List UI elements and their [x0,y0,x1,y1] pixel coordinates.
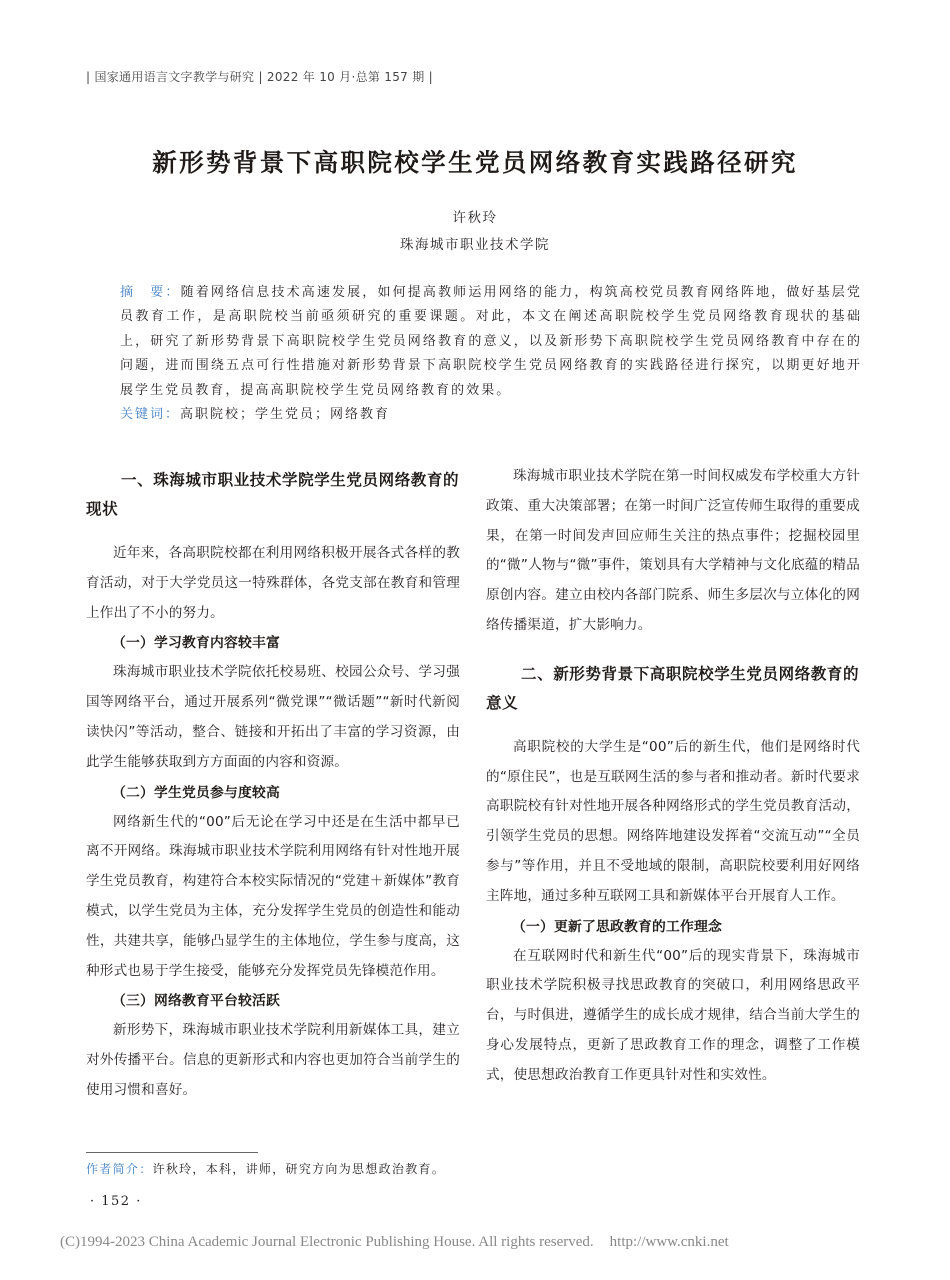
paragraph: 珠海城市职业技术学院在第一时间权威发布学校重大方针政策、重大决策部署；在第一时间广泛宣传师生取得的重要成果，在第一时间发声回应师生关注的热点事件；挖掘校园里的“微”人物与“微”事件，策划具有大学精神与文化底蕴的精品原创内容。建立由校内各部门院系、师生多层次与立体化的网络传播渠道，扩大影响力。 [486,468,860,633]
subsection-heading: （三）网络教育平台较活跃 [112,993,280,1010]
footnote-divider [86,1152,258,1153]
page-number: · 152 · [90,1194,142,1209]
subsection-heading: （一）学习教育内容较丰富 [112,635,280,652]
left-column [86,466,460,1106]
copyright-url: http://www.cnki.net [609,1234,729,1250]
paragraph: 高职院校的大学生是“00”后的新生代，他们是网络时代的“原住民”，也是互联网生活的参与者和推动者。新时代要求高职院校有针对性地开展各种网络形式的学生党员教育活动，引领学生党员的思想。网络阵地建设发挥着“交流互动”“全员参与”等作用，并且不受地域的限制，高职院校要利用好网络主阵地，通过多种互联网工具和新媒体平台开展育人工作。 [486,738,860,904]
keywords-label: 关键词： [120,407,181,422]
abstract-label: 摘 要： [120,285,181,300]
keywords [120,403,390,422]
paragraph: 在互联网时代和新生代“00”后的现实背景下，珠海城市职业技术学院积极寻找思政教育的突破口，利用网络思政平台，与时俱进，遵循学生的成长成才规律，结合当前大学生的身心发展特点，更新了思政教育工作的理念，调整了工作模式，使思想政治教育工作更具针对性和实效性。 [486,947,860,1083]
paragraph: 新形势下，珠海城市职业技术学院利用新媒体工具，建立对外传播平台。信息的更新形式和内容也更加符合当前学生的使用习惯和喜好。 [86,1022,460,1098]
subsection-heading: （一）更新了思政教育的工作理念 [512,918,722,935]
section-heading-1: 一、珠海城市职业技术学院学生党员网络教育的现状 [86,471,460,518]
article-title: 新形势背景下高职院校学生党员网络教育实践路径研究 [152,148,798,177]
running-head: | 国家通用语言文字教学与研究 | 2022 年 10 月·总第 157 期 | [86,70,433,84]
footnote-label: 作者简介： [86,1162,153,1176]
author-name: 许秋玲 [452,210,498,226]
copyright-notice: (C)1994-2023 China Academic Journal Electronic Publishing House. All rights reserved. [60,1234,594,1250]
subsection-heading: （二）学生党员参与度较高 [112,784,280,801]
paragraph: 珠海城市职业技术学院依托校易班、校园公众号、学习强国等网络平台，通过开展系列“微党课”“微话题”“新时代新阅读快闪”等活动，整合、链接和开拓出了丰富的学习资源，由此学生能够获取到方方面面的内容和资源。 [86,664,460,770]
paragraph: 网络新生代的“00”后无论在学习中还是在生活中都早已离不开网络。珠海城市职业技术学院利用网络有针对性地开展学生党员教育，构建符合本校实际情况的“党建＋新媒体”教育模式，以学生党员为主体，充分发挥学生党员的创造性和能动性，共建共享，能够凸显学生的主体地位，学生参与度高，这种形式也易于学生接受，能够充分发挥党员先锋模范作用。 [86,813,460,979]
author-affiliation: 珠海城市职业技术学院 [400,237,550,253]
abstract-text: 随着网络信息技术高速发展，如何提高教师运用网络的能力，构筑高校党员教育网络阵地，做好基层党员教育工作，是高职院校当前亟须研究的重要课题。对此，本文在阐述高职院校学生党员网络教育现状的基础上，研究了新形势背景下高职院校学生党员网络教育的意义，以及新形势下高职院校学生党员网络教育中存在的问题，进而围绕五点可行性措施对新形势背景下高职院校学生党员网络教育的实践路径进行探究，以期更好地开展学生党员教育，提高高职院校学生党员网络教育的效果。 [120,285,862,398]
abstract [120,281,862,403]
right-column [486,462,860,1091]
author-footnote [86,1160,445,1177]
copyright-line [60,1234,729,1251]
footnote-text: 许秋玲，本科，讲师，研究方向为思想政治教育。 [152,1162,446,1176]
section-heading-2: 二、新形势背景下高职院校学生党员网络教育的意义 [486,664,860,712]
paragraph: 近年来，各高职院校都在利用网络积极开展各式各样的教育活动，对于大学党员这一特殊群体，各党支部在教育和管理上作出了不小的努力。 [86,545,460,621]
keywords-text: 高职院校；学生党员；网络教育 [180,407,391,422]
